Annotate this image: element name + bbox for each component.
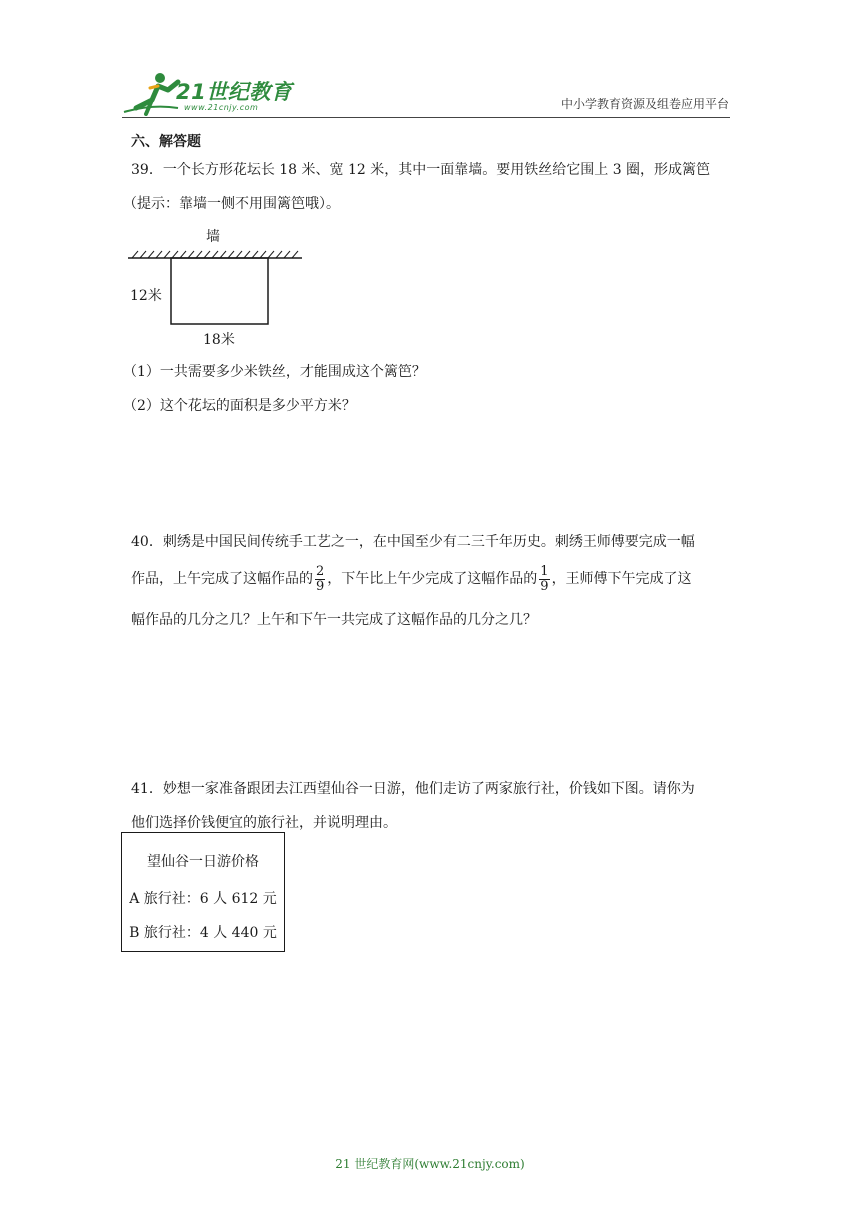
logo-text: 21世纪教育 bbox=[176, 80, 293, 104]
q40-line2-part2: ，下午比上午少完成了这幅作品的 bbox=[327, 571, 538, 587]
q39-length-label: 18米 bbox=[203, 332, 235, 348]
price-box-title: 望仙谷一日游价格 bbox=[147, 854, 259, 870]
q40-line1: 40．刺绣是中国民间传统手工艺之一，在中国至少有二三千年历史。刺绣王师傅要完成一幅 bbox=[131, 534, 695, 550]
fraction-one-ninth: $\frac{1}{9}$ bbox=[540, 563, 549, 594]
q39-sub2: （2）这个花坛的面积是多少平方米？ bbox=[123, 398, 356, 414]
q40-line3: 幅作品的几分之几？上午和下午一共完成了这幅作品的几分之几？ bbox=[131, 612, 537, 628]
q39-width-label: 12米 bbox=[130, 288, 162, 304]
section-title: 六、解答题 bbox=[131, 134, 201, 150]
q41-line2: 他们选择价钱便宜的旅行社，并说明理由。 bbox=[131, 815, 397, 831]
q39-wall-label: 墙 bbox=[206, 229, 220, 245]
q39-sub1: （1）一共需要多少米铁丝，才能围成这个篱笆？ bbox=[123, 364, 426, 380]
q41-line1: 41．妙想一家准备跟团去江西望仙谷一日游，他们走访了两家旅行社，价钱如下图。请你为 bbox=[131, 781, 695, 797]
q40-line2-part1: 作品，上午完成了这幅作品的 bbox=[131, 571, 313, 587]
logo-url: www.21cnjy.com bbox=[184, 103, 259, 112]
header-platform-text: 中小学教育资源及组卷应用平台 bbox=[560, 97, 729, 111]
price-row-b: B 旅行社：4 人 440 元 bbox=[129, 925, 277, 941]
q39-line1: 39．一个长方形花坛长 18 米、宽 12 米，其中一面靠墙。要用铁丝给它围上 3 圈，形成篱笆 bbox=[131, 162, 711, 178]
q39-line2: （提示：靠墙一侧不用围篱笆哦）。 bbox=[123, 196, 340, 212]
footer-text: 21 世纪教育网(www.21cnjy.com) bbox=[335, 1157, 525, 1171]
price-row-a: A 旅行社：6 人 612 元 bbox=[129, 891, 277, 907]
fraction-two-ninths: $\frac{2}{9}$ bbox=[316, 563, 325, 594]
q40-line2 bbox=[131, 562, 692, 596]
q40-line2-part3: ，王师傅下午完成了这 bbox=[551, 571, 692, 587]
price-box bbox=[121, 832, 285, 952]
header-divider bbox=[122, 117, 730, 118]
